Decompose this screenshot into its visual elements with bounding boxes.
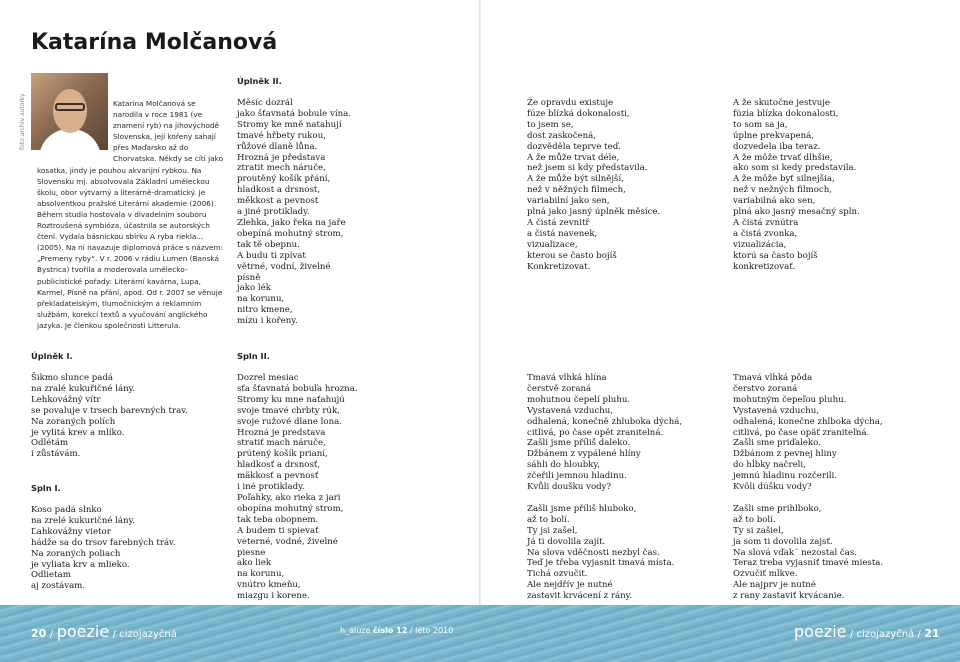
poem-title-spln-1: Spln I. bbox=[31, 483, 61, 493]
poem-slovak-fusion: A že skutočne jestvuje fúzia blízka dokonalosti, to som sa ja, úplne prekvapená, dozvedela iba teraz. A že môže trvať dlhšie, ako som si kedy predstavila. A že môže byť silnejšia, než v nežných filmoch, variabilná ako sen, plná ako jasný mesačný spln. A čistá zvnútra a čistá zvonka, vizualizácia, ktorú sa často bojíš konkretizovať. bbox=[733, 98, 860, 272]
issue-season: / léto 2010 bbox=[409, 626, 454, 635]
poem-title-uplnek-1: Úplněk I. bbox=[31, 351, 73, 361]
footer-right-section: poezie bbox=[794, 622, 847, 641]
poem-uplnek-1: Šikmo slunce padá na zralé kukuřičné lány. Lehkovážný vítr se povaluje v trsech barevných trav. Na zoraných polích je vylitá krev a mlíko. Odlétám i zůstávám. bbox=[31, 373, 188, 460]
poem-spln-1: Koso padá slnko na zrelé kukuričné lány. Ľahkovážny vietor hádže sa do trsov farebných tráv. Na zoraných poliach je vyliata krv a mlieko. Odlietam aj zostávam. bbox=[31, 505, 176, 592]
poem-spln-2: Dozrel mesiac sťa šťavnatá bobuľa hrozna. Stromy ku mne naťahujú svoje tmavé chrbty rúk, svoje ružové dlane lona. Hrozná je predstava stratiť mach náruče, prútený košík prianí, hladkosť a drsnosť, mäkkosť a pevnosť i iné protiklady. Poľahky, ako rieka z jari obopína mohutný strom, tak teba obopnem. A budem ti spievať veterné, vodné, živelné piesne ako liek na korunu, vnútro kmeňu, miazgu i korene. bbox=[237, 373, 358, 602]
footer-right-sub: / cizojazyčná / bbox=[849, 629, 921, 640]
poem-slovak-soil: Tmavá vlhká pôda čerstvo zoraná mohutným čepeľou pluhu. Vystavená vzduchu, odhalená, konečne zhlboka dýcha, citlivá, po čase opäť zraniteľná. Zašli sme priďaleko. Džbánom z pevnej hliny do hĺbky načreli, jemnú hladinu rozčerili. Kvôli dúšku vody? Zašli sme prihlboko, až to bolí. Ty si zašiel, ja som ti dovolila zajsť. Na slová vďak´ nezostal čas. Teraz treba vyjasniť tmavé miesta. Ozvučiť mlkve. Ale najprv je nutné z rany zastaviť krvácanie. bbox=[733, 373, 884, 602]
poem-title-spln-2: Spln II. bbox=[237, 351, 270, 361]
footer-right bbox=[794, 622, 940, 641]
author-bio bbox=[37, 98, 225, 331]
footer-center bbox=[340, 626, 453, 635]
footer-left-sub: / cizojazyčná bbox=[112, 629, 177, 640]
poem-czech-fusion: Že opravdu existuje fúze blízká dokonalosti, to jsem se, dost zaskočená, dozvěděla teprve teď. A že může trvat déle, než jsem si kdy představila. A že může být silnější, než v něžných filmech, variabilní jako sen, plná jako jasný úplněk měsíce. A čistá zevnitř a čistá navenek, vizualizace, kterou se často bojíš Konkretizovat. bbox=[527, 98, 661, 272]
page-number-right: 21 bbox=[924, 627, 940, 640]
poem-title-uplnek-2: Úplněk II. bbox=[237, 76, 282, 86]
photo-credit: foto archiv autorky bbox=[19, 93, 26, 150]
page-spine bbox=[479, 0, 481, 662]
issue-label: číslo 12 bbox=[372, 626, 408, 635]
author-name: Katarína Molčanová bbox=[31, 30, 278, 55]
footer-left-section: poezie bbox=[56, 622, 110, 641]
bio-text: Katarína Molčanová se narodila v roce 1981 (ve znamení ryb) na jihovýchodě Slovenska, její kořeny sahají přes Maďarsko až do Chorvatska. Někdy se cítí jako kosatka, jindy je pouhou akvarijní rybkou. Na Slovensku mj. absolvovala Základní uměleckou školu, obor výtvarný a literárně-dramatický. Je absolventkou pražské Literární akademie (2006). Během studia hostovala v divadelním souboru Roztroušená symbióza, účastnila se autorských čtení. Vydala básnickou sbírku A ryba riekla... (2005). Na ni navazuje diplomová práce s názvem: „Premeny ryby“. V r. 2006 v rádiu Lumen (Banská Bystrica) tvořila a moderovala umělecko-publicistické pořady: Literární kavárna, Lupa, Karmel, Písně na přání, apod. Od r. 2007 se věnuje překladatelským, tlumočnickým a reklamním službám, korekcí textů a vyučování anglického jazyka. Je členkou společnosti Litterula. bbox=[37, 99, 224, 330]
poem-uplnek-2: Měsíc dozrál jako šťavnatá bobule vína. Stromy ke mně natahují tmavé hřbety rukou, růžové dlaně lůna. Hrozná je představa ztratit mech náruče, proutěný košík přání, hladkost a drsnost, měkkost a pevnost a jiné protiklady. Zlehka, jako řeka na jaře obepíná mohutný strom, tak tě obepnu. A budu ti zpívat větrné, vodní, živelné písně jako lék na korunu, nitro kmene, mízu i kořeny. bbox=[237, 98, 351, 327]
footer-left-sep: / bbox=[49, 629, 54, 640]
footer-left bbox=[31, 622, 177, 641]
magazine-name: h_aluze bbox=[340, 626, 371, 635]
poem-czech-soil: Tmavá vlhká hlína čerstvě zoraná mohutnou čepelí pluhu. Vystavená vzduchu, odhalená, konečně zhluboka dýchá, citlivá, po čase opět zranitelná. Zašli jsme příliš daleko. Džbánem z vypálené hlíny sáhli do hloubky, zčeřili jemnou hladinu. Kvůli doušku vody? Zašli jsme příliš hluboko, až to bolí. Ty jsi zašel, Já ti dovolila zajít. Na slova vděčnosti nezbyl čas. Teď je třeba vyjasnit tmavá místa. Tichá ozvučit. Ale nejdřív je nutné zastavit krvácení z rány. bbox=[527, 373, 683, 602]
page-number-left: 20 bbox=[31, 627, 47, 640]
